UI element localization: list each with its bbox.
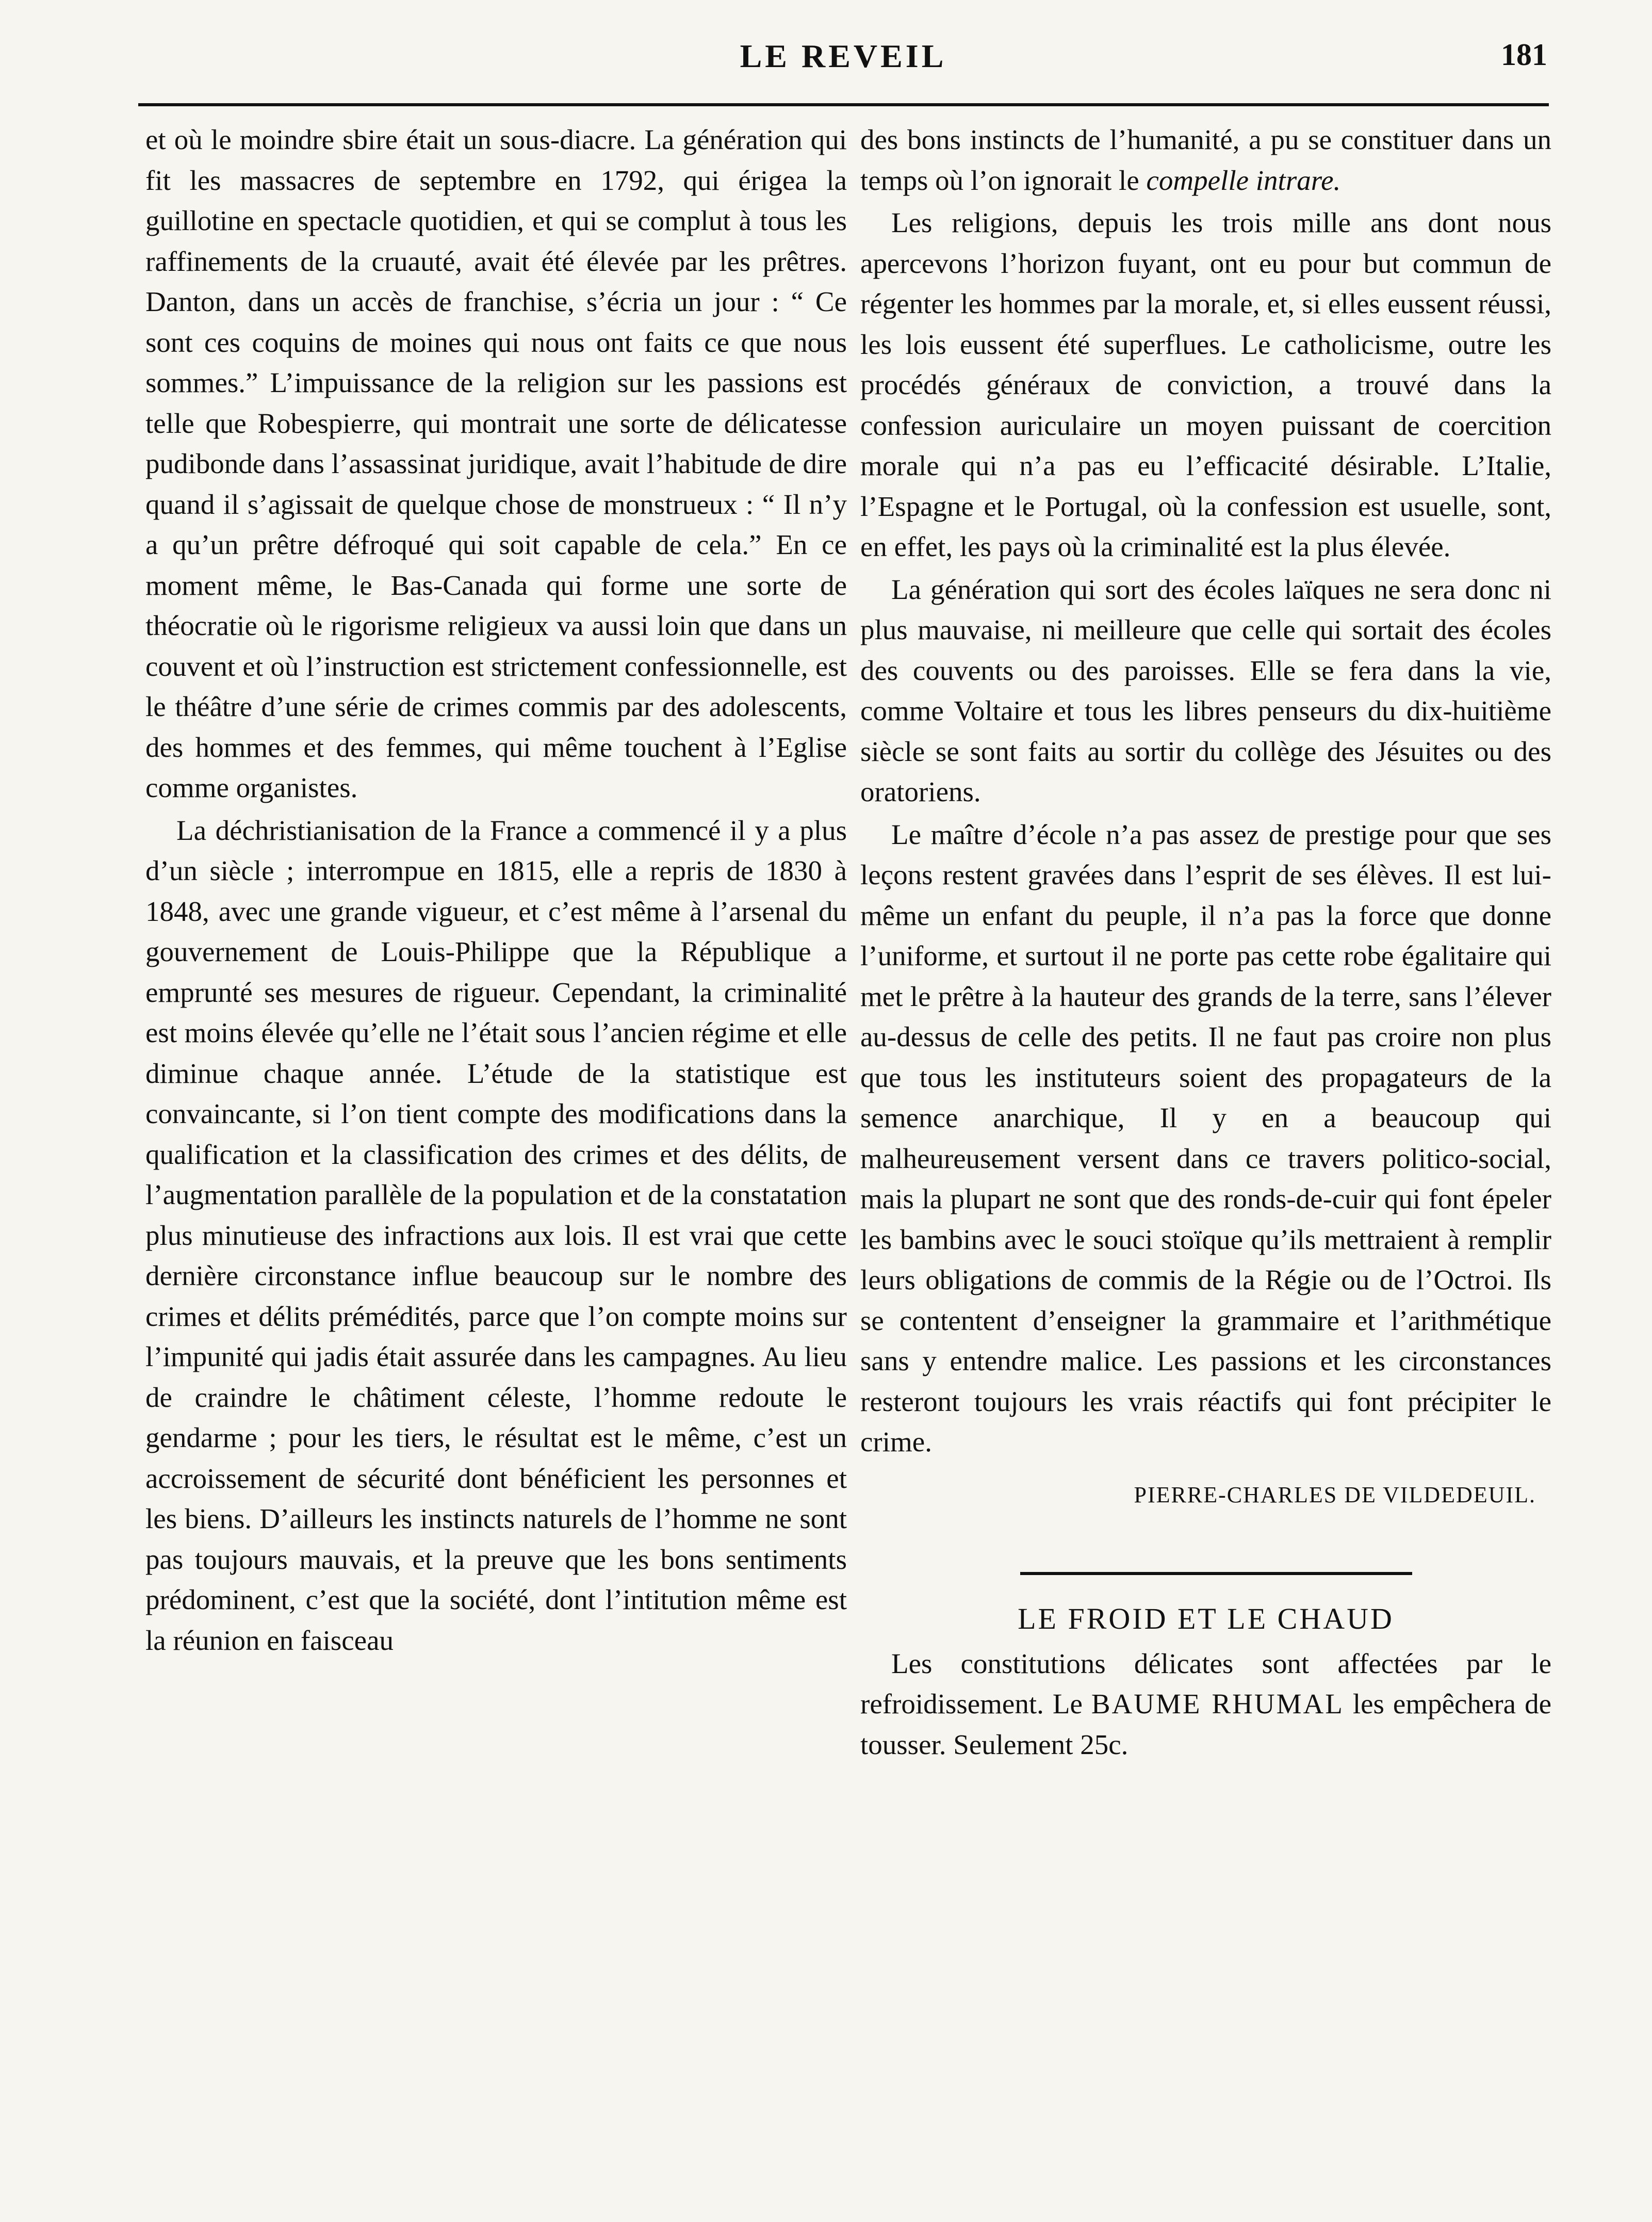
paragraph-continued-text: des bons instincts de l’humanité, a pu se constituer dans un temps où l’on ignorait le xyxy=(860,124,1551,196)
section-rule xyxy=(1020,1572,1412,1575)
right-column xyxy=(860,120,1551,1767)
paragraph-continued xyxy=(860,120,1551,201)
paragraph: La déchristianisation de la France a commencé il y a plus d’un siècle ; interrompue en 1815, elle a repris de 1830 à 1848, avec une grande vigueur, et c’est même à l’arsenal du gouvernement de Louis-Philippe que la République a emprunté ses mesures de rigueur. Cependant, la criminalité est moins élevée qu’elle ne l’était sous l’ancien régime et elle diminue chaque année. L’étude de la statistique est convaincante, si l’on tient compte des modifications dans la qualification et la classification des crimes et des délits, de l’augmentation parallèle de la population et de la constatation plus minutieuse des infractions aux lois. Il est vrai que cette dernière circonstance influe beaucoup sur le nombre des crimes et délits prémédités, parce que l’on compte moins sur l’impunité qui jadis était assurée dans les campagnes. Au lieu de craindre le châtiment céleste, l’homme redoute le gendarme ; pour les tiers, le résultat est le même, c’est un accroissement de sécurité dont bénéficient les personnes et les biens. D’ailleurs les instincts naturels de l’homme ne sont pas toujours mauvais, et la preuve que les bons sentiments prédominent, c’est que la société, dont l’intitution même est la réunion en faisceau xyxy=(145,814,847,1656)
page-number: 181 xyxy=(1501,38,1547,72)
left-column xyxy=(145,120,847,1663)
paragraph: et où le moindre sbire était un sous-diacre. La génération qui fit les massacres de septembre en 1792, qui érigea la guillotine en spectacle quotidien, et qui se complut à tous les raffinements de la cruauté, avait été élevée par les prêtres. Danton, dans un accès de franchise, s’écria un jour : “ Ce sont ces coquins de moines qui nous ont faits ce que nous sommes.” L’impuissance de la religion sur les passions est telle que Robespierre, qui montrait une sorte de délicatesse pudibonde dans l’assassinat juridique, avait l’habitude de dire quand il s’agissait de quelque chose de monstrueux : “ Il n’y a qu’un prêtre défroqué qui soit capable de cela.” En ce moment même, le Bas-Canada qui forme une sorte de théocratie où le rigorisme religieux va aussi loin que dans un couvent et où l’instruction est strictement confessionnelle, est le théâtre d’une série de crimes commis par des adolescents, des hommes et des femmes, qui même touchent à l’Eglise comme organistes. xyxy=(145,124,847,803)
product-name: BAUME RHUMAL xyxy=(1091,1688,1344,1720)
header-rule xyxy=(138,103,1549,106)
running-head xyxy=(139,37,1547,94)
advertisement-text-start: Les constitutions délicates sont affectées par le refroidissement. Le xyxy=(860,1647,1551,1720)
latin-phrase: compelle intrare. xyxy=(1146,164,1341,196)
journal-title: LE REVEIL xyxy=(740,38,947,74)
advertisement-text-end: les empêchera de tousser. Seulement 25c. xyxy=(860,1688,1551,1760)
paragraph: Le maître d’école n’a pas assez de prestige pour que ses leçons restent gravées dans l’esprit de ses élèves. Il est lui-même un enfant du peuple, il n’a pas la force que donne l’uniforme, et surtout il ne porte pas cette robe égalitaire qui met le prêtre à la hauteur des grands de la terre, sans l’élever au-dessus de celle des petits. Il ne faut pas croire non plus que tous les instituteurs soient des propagateurs de la semence anarchique, Il y en a beaucoup qui malheureusement versent dans ce travers politico-social, mais la plupart ne sont que des ronds-de-cuir qui font épeler les bambins avec le souci stoïque qu’ils mettraient à remplir leurs obligations de commis de la Régie ou de l’Octroi. Ils se contentent d’enseigner la grammaire et l’arithmétique sans y entendre malice. Les passions et les circonstances resteront toujours les vrais réactifs qui font précipiter le crime. xyxy=(860,818,1551,1457)
author-signature: PIERRE-CHARLES DE VILDEDEUIL. xyxy=(1134,1482,1536,1507)
advertisement-text xyxy=(860,1644,1551,1765)
paragraph: Les religions, depuis les trois mille ans dont nous apercevons l’horizon fuyant, ont eu pour but commun de régenter les hommes par la morale, et, si elles eussent réussi, les lois eussent été superflues. Le catholicisme, outre les procédés généraux de conviction, a trouvé dans la confession auriculaire un moyen puissant de coercition morale qui n’a pas eu l’efficacité désirable. L’Italie, l’Espagne et le Portugal, où la confession est usuelle, sont, en effet, les pays où la criminalité est la plus élevée. xyxy=(860,207,1551,562)
paragraph: La génération qui sort des écoles laïques ne sera donc ni plus mauvaise, ni meilleure que celle qui sortait des écoles des couvents ou des paroisses. Elle se fera dans la vie, comme Voltaire et tous les libres penseurs du dix-huitième siècle se sont faits au sortir du collège des Jésuites ou des oratoriens. xyxy=(860,573,1551,807)
advertisement-title: LE FROID ET LE CHAUD xyxy=(1018,1602,1394,1635)
